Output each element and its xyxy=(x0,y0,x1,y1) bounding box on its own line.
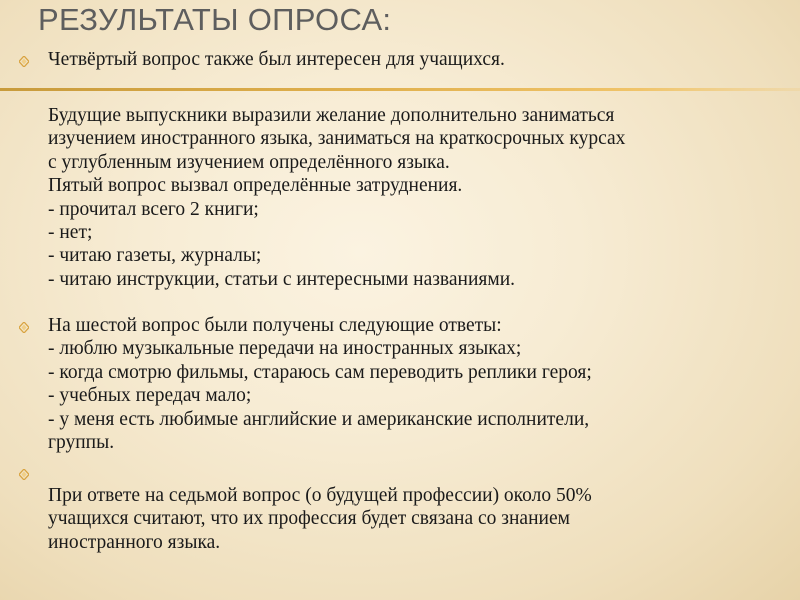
text-line: При ответе на седьмой вопрос (о будущей профессии) около 50% xyxy=(48,485,592,506)
text-line: - прочитал всего 2 книги; xyxy=(48,198,259,220)
text-line: - люблю музыкальные передачи на иностранных языках; xyxy=(48,338,522,360)
text-line: На шестой вопрос были получены следующие ответы: xyxy=(48,315,502,336)
text-line: группы. xyxy=(48,431,115,453)
text-line: - когда смотрю фильмы, стараюсь сам переводить реплики героя; xyxy=(48,361,592,383)
paragraph-fifth-question xyxy=(48,104,788,291)
text-line: учащихся считают, что их профессия будет связана со знанием xyxy=(48,508,570,530)
paragraph-fourth-question xyxy=(48,48,788,71)
text-line: Будущие выпускники выразили желание дополнительно заниматься xyxy=(48,105,615,126)
text-line: Четвёртый вопрос также был интересен для учащихся. xyxy=(48,49,505,70)
divider-line xyxy=(0,88,800,91)
paragraph-sixth-question xyxy=(48,314,788,454)
bullet-diamond-icon xyxy=(19,56,29,66)
text-line: - читаю газеты, журналы; xyxy=(48,245,262,267)
text-line: Пятый вопрос вызвал определённые затруднения. xyxy=(48,175,463,197)
text-line: с углубленным изучением определённого языка. xyxy=(48,151,450,173)
slide-title: РЕЗУЛЬТАТЫ ОПРОСА: xyxy=(38,2,392,37)
bullet-diamond-icon xyxy=(19,469,29,479)
paragraph-seventh-question xyxy=(48,484,788,554)
text-line: - у меня есть любимые английские и американские исполнители, xyxy=(48,408,590,430)
text-line: - нет; xyxy=(48,221,93,243)
text-line: иностранного языка. xyxy=(48,531,221,553)
text-line: изучением иностранного языка, заниматься на краткосрочных курсах xyxy=(48,128,626,150)
text-line: - читаю инструкции, статьи с интересными названиями. xyxy=(48,268,516,290)
text-line: - учебных передач мало; xyxy=(48,385,252,407)
bullet-diamond-icon xyxy=(19,322,29,332)
